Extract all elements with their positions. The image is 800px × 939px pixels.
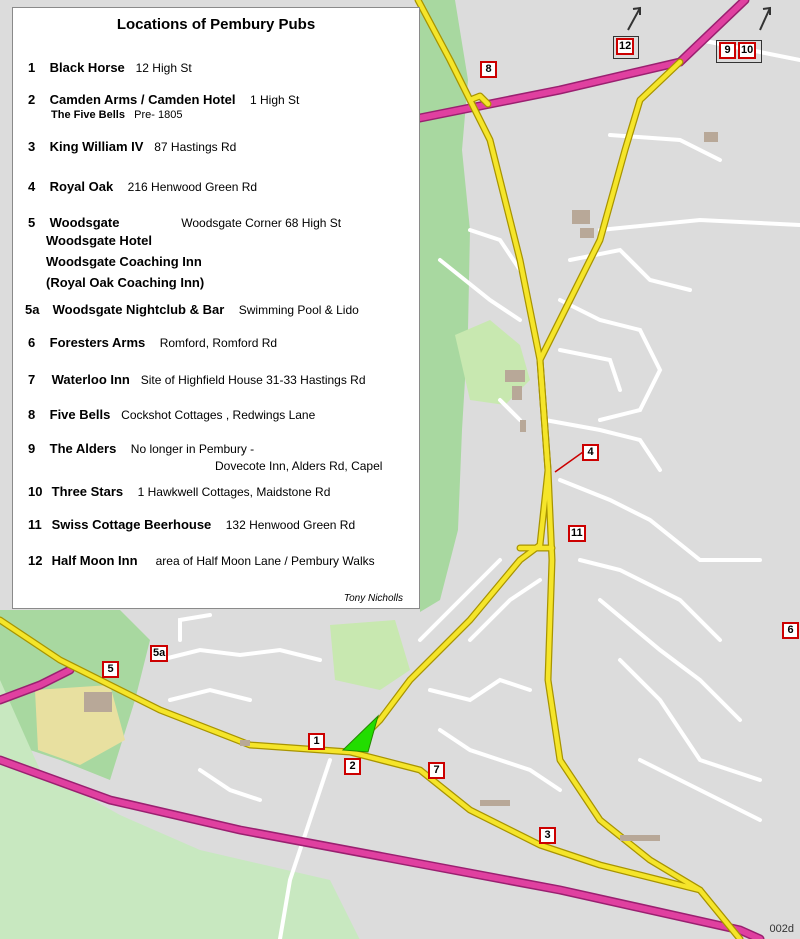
entry-address: 1 High St — [249, 93, 300, 107]
entry-address: 87 Hastings Rd — [154, 140, 237, 154]
legend-entry-2 — [28, 92, 299, 107]
map-reference-code: 002d — [769, 923, 794, 935]
entry-name: Woodsgate — [49, 215, 120, 230]
legend-entry-9-address-2: Dovecote Inn, Alders Rd, Capel — [215, 459, 383, 473]
entry-number: 4 — [28, 179, 36, 194]
marker-5[interactable]: 5 — [102, 661, 119, 678]
entry-name: Woodsgate Nightclub & Bar — [52, 302, 225, 317]
entry-name: Waterloo Inn — [51, 372, 130, 387]
entry-address: No longer in Pembury - — [130, 442, 255, 456]
entry-number: 5 — [28, 215, 36, 230]
entry-name: Black Horse — [49, 60, 125, 75]
legend-entry-6 — [28, 335, 277, 350]
entry-address: Romford, Romford Rd — [159, 336, 278, 350]
marker-6[interactable]: 6 — [782, 622, 799, 639]
entry-address: 12 High St — [135, 61, 192, 75]
marker-8[interactable]: 8 — [480, 61, 497, 78]
legend-entry-10 — [28, 484, 330, 499]
legend-entry-4 — [28, 179, 257, 194]
marker-2[interactable]: 2 — [344, 758, 361, 775]
legend-entry-5-alt-1: Woodsgate Hotel — [46, 233, 152, 248]
entry-number: 6 — [28, 335, 36, 350]
entry-sub-name: The Five Bells — [51, 109, 125, 121]
entry-number: 5a — [25, 302, 40, 317]
entry-address: Site of Highfield House 31-33 Hastings Rd — [140, 373, 366, 387]
legend-entry-1 — [28, 60, 192, 75]
entry-address: 216 Henwood Green Rd — [127, 180, 258, 194]
entry-name: Half Moon Inn — [51, 553, 138, 568]
legend-panel — [12, 7, 420, 609]
entry-number: 9 — [28, 441, 36, 456]
marker-9[interactable]: 9 — [719, 42, 736, 59]
entry-name: The Alders — [49, 441, 117, 456]
legend-entry-5a — [25, 302, 359, 317]
entry-number: 8 — [28, 407, 36, 422]
entry-name: Swiss Cottage Beerhouse — [51, 517, 212, 532]
entry-name: Camden Arms / Camden Hotel — [49, 92, 236, 107]
legend-entry-2-sub — [51, 109, 182, 121]
marker-7[interactable]: 7 — [428, 762, 445, 779]
legend-entry-11 — [28, 517, 355, 532]
legend-title: Locations of Pembury Pubs — [116, 16, 316, 33]
legend-entry-7 — [28, 372, 366, 387]
entry-number: 7 — [28, 372, 36, 387]
entry-number: 11 — [28, 517, 42, 532]
marker-11[interactable]: 11 — [568, 525, 586, 542]
entry-address: Woodsgate Corner 68 High St — [181, 216, 342, 230]
entry-address: area of Half Moon Lane / Pembury Walks — [155, 554, 375, 568]
entry-number: 10 — [28, 484, 43, 499]
legend-entry-12 — [28, 553, 375, 568]
entry-name: Three Stars — [51, 484, 124, 499]
marker-12[interactable]: 12 — [616, 38, 634, 55]
legend-entry-5-alt-3: (Royal Oak Coaching Inn) — [46, 275, 205, 290]
entry-number: 3 — [28, 139, 36, 154]
entry-address: 132 Henwood Green Rd — [225, 518, 356, 532]
legend-entry-3 — [28, 139, 236, 154]
entry-address: Swimming Pool & Lido — [238, 303, 359, 317]
marker-1[interactable]: 1 — [308, 733, 325, 750]
legend-entry-9 — [28, 441, 254, 456]
entry-address: Cockshot Cottages , Redwings Lane — [121, 408, 316, 422]
entry-name: King William IV — [49, 139, 144, 154]
entry-name: Foresters Arms — [49, 335, 146, 350]
legend-entry-8 — [28, 407, 315, 422]
entry-number: 2 — [28, 92, 36, 107]
marker-10[interactable]: 10 — [738, 42, 756, 59]
legend-credit: Tony Nicholls — [343, 593, 403, 604]
marker-5a[interactable]: 5a — [150, 645, 168, 662]
marker-4[interactable]: 4 — [582, 444, 599, 461]
entry-name: Royal Oak — [49, 179, 114, 194]
entry-sub-detail: Pre- 1805 — [134, 109, 183, 121]
legend-entry-5-alt-2: Woodsgate Coaching Inn — [46, 254, 202, 269]
marker-3[interactable]: 3 — [539, 827, 556, 844]
entry-number: 1 — [28, 60, 36, 75]
entry-address: 1 Hawkwell Cottages, Maidstone Rd — [137, 485, 331, 499]
entry-name: Five Bells — [49, 407, 111, 422]
entry-number: 12 — [28, 553, 43, 568]
legend-entry-5 — [28, 215, 341, 230]
